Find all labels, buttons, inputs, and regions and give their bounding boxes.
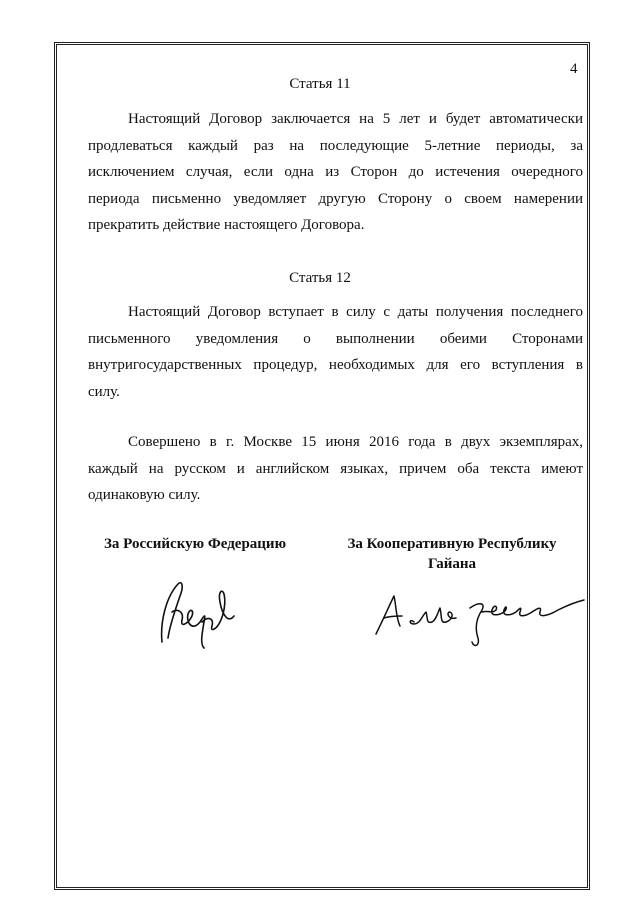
article-12-line: Настоящий Договор вступает в силу с даты получения последнего — [128, 304, 583, 320]
article-11-text — [88, 106, 583, 239]
article-12-line: силу. — [88, 383, 120, 400]
article-11-heading: Статья 11 — [289, 76, 351, 92]
article-11-line: периода письменно уведомляет другую Сторону о своем намерении — [88, 190, 583, 207]
party-russian-federation — [104, 534, 300, 554]
closing-line: одинаковую силу. — [88, 487, 201, 503]
signature-russia — [148, 572, 248, 652]
article-12-line: письменного уведомления о выполнении обеими Сторонами — [88, 330, 583, 347]
page-number: 4 — [570, 61, 578, 77]
article-12-line: внутригосударственных процедур, необходимых для его вступления в — [88, 357, 583, 373]
signature-guyana — [370, 582, 590, 652]
party-guyana-label-line2: Гайана — [427, 556, 476, 572]
party-guyana-label-line1: За Кооперативную Республику — [347, 536, 557, 552]
article-11-line: исключением случая, если одна из Сторон до истечения очередного — [88, 164, 583, 180]
party-guyana — [338, 534, 566, 574]
article-12-heading: Статья 12 — [289, 270, 351, 286]
article-11-line: Настоящий Договор заключается на 5 лет и будет автоматически — [128, 111, 583, 127]
closing-line: каждый на русском и английском языках, причем оба текста имеют — [88, 460, 583, 477]
closing-text — [88, 429, 583, 509]
article-11-line: прекратить действие настоящего Договора. — [88, 217, 365, 233]
party-russia-label: За Российскую Федерацию — [104, 536, 287, 552]
closing-line: Совершено в г. Москве 15 июня 2016 года в двух экземплярах, — [128, 434, 583, 450]
article-11-line: продлеваться каждый раз на последующие 5-летние периоды, за — [88, 137, 583, 154]
article-12-text — [88, 299, 583, 405]
